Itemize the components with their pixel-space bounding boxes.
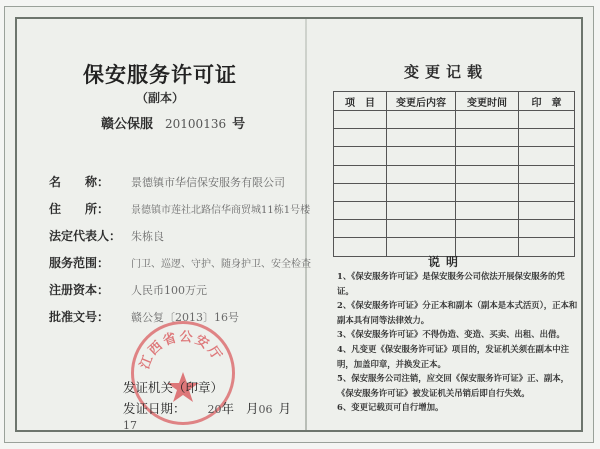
certificate-title: 保安服务许可证 xyxy=(83,62,237,87)
table-row xyxy=(334,147,575,165)
table-cell xyxy=(456,129,519,147)
header-seal: 印 章 xyxy=(519,92,575,111)
field-approval-number xyxy=(49,308,239,325)
field-value: 景德镇市华信保安服务有限公司 xyxy=(131,176,285,189)
license-number-line xyxy=(101,113,245,132)
change-log-body xyxy=(334,111,575,257)
table-cell xyxy=(456,147,519,165)
table-cell xyxy=(334,111,387,129)
table-cell xyxy=(387,147,456,165)
table-cell xyxy=(334,201,387,219)
table-cell xyxy=(456,111,519,129)
issue-date-label: 发证日期： xyxy=(123,401,186,416)
field-label: 法定代表人： xyxy=(49,229,122,243)
table-cell xyxy=(387,111,456,129)
table-cell xyxy=(519,147,575,165)
table-cell xyxy=(334,220,387,238)
table-cell xyxy=(456,201,519,219)
note-item: 4、凡变更《保安服务许可证》项目的，发证机关须在副本中注明，加盖印章，并换发正本。 xyxy=(337,343,569,369)
note-item: 1、《保安服务许可证》是保安服务公司依法开展保安服务的凭证。 xyxy=(337,271,565,296)
field-value: 赣公复〔2013〕16号 xyxy=(131,311,239,324)
field-legal-rep xyxy=(49,227,164,244)
field-address xyxy=(49,200,311,217)
notes-title: 说明 xyxy=(427,255,464,269)
header-change-time: 变更时间 xyxy=(456,92,519,111)
table-row xyxy=(334,183,575,201)
year-unit: 年 xyxy=(221,401,235,416)
table-cell xyxy=(387,220,456,238)
header-item: 项 目 xyxy=(334,92,387,111)
license-prefix: 赣公保服 xyxy=(101,117,154,132)
change-log-table xyxy=(333,91,575,257)
table-cell xyxy=(387,201,456,219)
table-cell xyxy=(519,201,575,219)
table-row xyxy=(334,165,575,183)
table-cell xyxy=(519,183,575,201)
issue-month: 06 xyxy=(258,403,273,416)
table-cell xyxy=(387,183,456,201)
field-value: 门卫、巡逻、守护、随身护卫、安全检查 xyxy=(131,259,311,270)
table-cell xyxy=(334,129,387,147)
table-cell xyxy=(519,129,575,147)
note-item: 2、《保安服务许可证》分正本和副本（副本是本式活页），正本和副本具有同等法律效力。 xyxy=(337,300,578,325)
field-label: 批准文号： xyxy=(49,310,110,324)
table-cell xyxy=(519,165,575,183)
issuing-authority: 发证机关（印章） xyxy=(123,380,224,395)
table-row xyxy=(334,220,575,238)
left-page xyxy=(19,21,311,432)
field-name xyxy=(49,173,285,190)
notes-list xyxy=(337,269,581,415)
certificate-subtitle: （副本） xyxy=(135,91,184,105)
table-cell xyxy=(519,111,575,129)
table-cell xyxy=(387,129,456,147)
table-row xyxy=(334,129,575,147)
change-log-title: 变更记载 xyxy=(403,63,488,81)
table-cell xyxy=(334,147,387,165)
table-row xyxy=(334,111,575,129)
table-cell xyxy=(456,183,519,201)
table-row xyxy=(334,201,575,219)
month-unit: 月 xyxy=(246,401,259,416)
header-new-content: 变更后内容 xyxy=(387,92,456,111)
field-label: 服务范围： xyxy=(49,256,110,270)
field-label: 注册资本： xyxy=(49,283,110,297)
issue-year: 20 xyxy=(207,403,222,416)
note-item: 3、《保安服务许可证》不得伪造、变造、买卖、出租、出借。 xyxy=(337,329,565,340)
seal-text: 江西省公安厅 xyxy=(137,329,226,372)
page-fold xyxy=(305,19,307,430)
issue-date-line xyxy=(123,399,301,432)
field-service-scope xyxy=(49,254,311,271)
table-cell xyxy=(519,220,575,238)
table-cell xyxy=(334,165,387,183)
certificate xyxy=(4,6,594,443)
right-page xyxy=(311,21,581,428)
table-cell xyxy=(456,220,519,238)
note-item: 6、变更记载页可自行增加。 xyxy=(337,402,444,413)
field-label: 名 称： xyxy=(49,175,110,189)
field-value: 人民币100万元 xyxy=(131,284,207,297)
license-number: 20100136 xyxy=(165,117,227,131)
table-cell xyxy=(334,183,387,201)
field-value: 景德镇市莲社北路信华商贸城11栋1号楼 xyxy=(131,205,311,216)
field-label: 住 所： xyxy=(49,202,110,216)
note-item: 5、保安服务公司注销，应交回《保安服务许可证》正、副本，《保安服务许可证》被发证机关吊销后即自行失效。 xyxy=(337,373,569,398)
field-value: 朱栋良 xyxy=(131,230,164,243)
table-cell xyxy=(456,165,519,183)
license-suffix: 号 xyxy=(232,117,246,132)
issue-day: 17 xyxy=(123,419,137,432)
month-unit-2: 月 xyxy=(278,401,292,416)
table-header-row xyxy=(334,92,575,111)
field-registered-capital xyxy=(49,281,207,298)
table-cell xyxy=(387,165,456,183)
